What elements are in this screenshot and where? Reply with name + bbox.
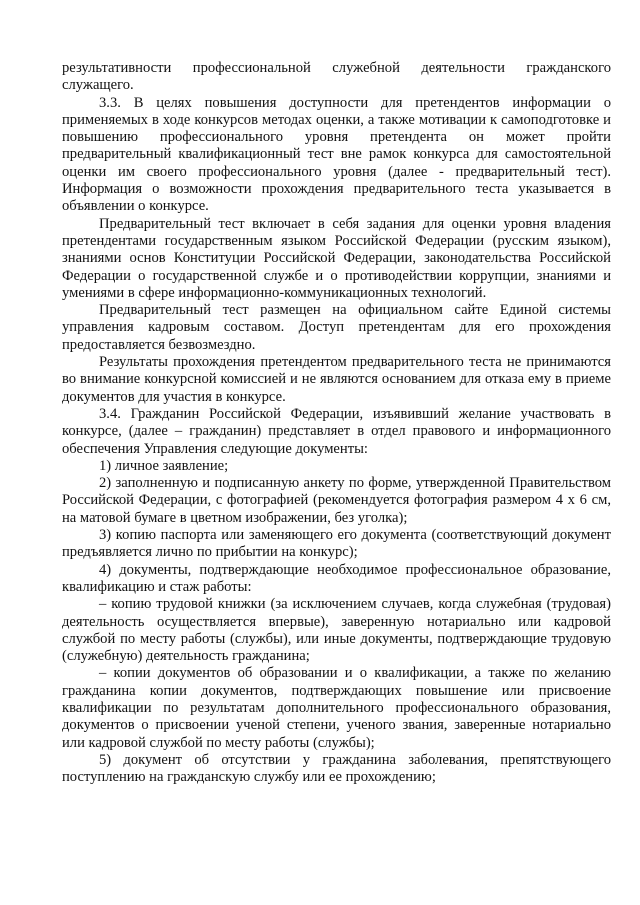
- list-item-4: 4) документы, подтверждающие необходимое профессиональное образование, квалификацию и стаж работы:: [62, 561, 611, 595]
- paragraph-test-contents: Предварительный тест включает в себя задания для оценки уровня владения претендентами государственным языком Российской Федерации (русским языком), знаниями основ Конституции Российской Федерации, законодательства Российской Федерации о государственной службе и о противодействии коррупции, знаниями и умениями в сфере информационно-коммуникационных технологий.: [62, 215, 611, 301]
- paragraph-3-3: 3.3. В целях повышения доступности для претендентов информации о применяемых в ходе конкурсов методах оценки, а также мотивации к самоподготовке и повышению профессионального уровня претендента он может пройти предварительный квалификационный тест вне рамок конкурса для самостоятельной оценки им своего профессионального уровня (далее - предварительный тест). Информация о возможности прохождения предварительного теста указывается в объявлении о конкурсе.: [62, 94, 611, 215]
- sub-item-education-docs: – копии документов об образовании и о квалификации, а также по желанию гражданина копии документов, подтверждающих повышение или присвоение квалификации по результатам дополнительного профессионального образования, документов о присвоении ученой степени, ученого звания, заверенные нотариально или кадровой службой по месту работы (службы);: [62, 665, 611, 751]
- list-item-2: 2) заполненную и подписанную анкету по форме, утвержденной Правительством Российской Федерации, с фотографией (рекомендуется фотография размером 4 х 6 см, на матовой бумаге в цветном изображении, без уголка);: [62, 475, 611, 526]
- paragraph-3-4: 3.4. Гражданин Российской Федерации, изъявивший желание участвовать в конкурсе, (далее – гражданин) представляет в отдел правового и информационного обеспечения Управления следующие документы:: [62, 405, 611, 457]
- paragraph-test-results: Результаты прохождения претендентом предварительного теста не принимаются во внимание конкурсной комиссией и не являются основанием для отказа ему в приеме документов для участия в конкурсе.: [62, 354, 611, 405]
- paragraph-test-location: Предварительный тест размещен на официальном сайте Единой системы управления кадровым составом. Доступ претендентам для его прохождения предоставляется безвозмездно.: [62, 302, 611, 353]
- list-item-1: 1) личное заявление;: [99, 457, 229, 474]
- list-item-5: 5) документ об отсутствии у гражданина заболевания, препятствующего поступлению на гражданскую службу или ее прохождению;: [62, 751, 611, 786]
- list-item-3: 3) копию паспорта или заменяющего его документа (соответствующий документ предъявляется лично по прибытии на конкурс);: [62, 527, 611, 561]
- document-page: [62, 60, 611, 786]
- paragraph-continuation: результативности профессиональной служебной деятельности гражданского служащего.: [62, 60, 611, 94]
- sub-item-work-book: – копию трудовой книжки (за исключением случаев, когда служебная (трудовая) деятельность осуществляется впервые), заверенную нотариально или кадровой службой по месту работы (службы), или иные документы, подтверждающие трудовую (служебную) деятельность гражданина;: [62, 596, 611, 665]
